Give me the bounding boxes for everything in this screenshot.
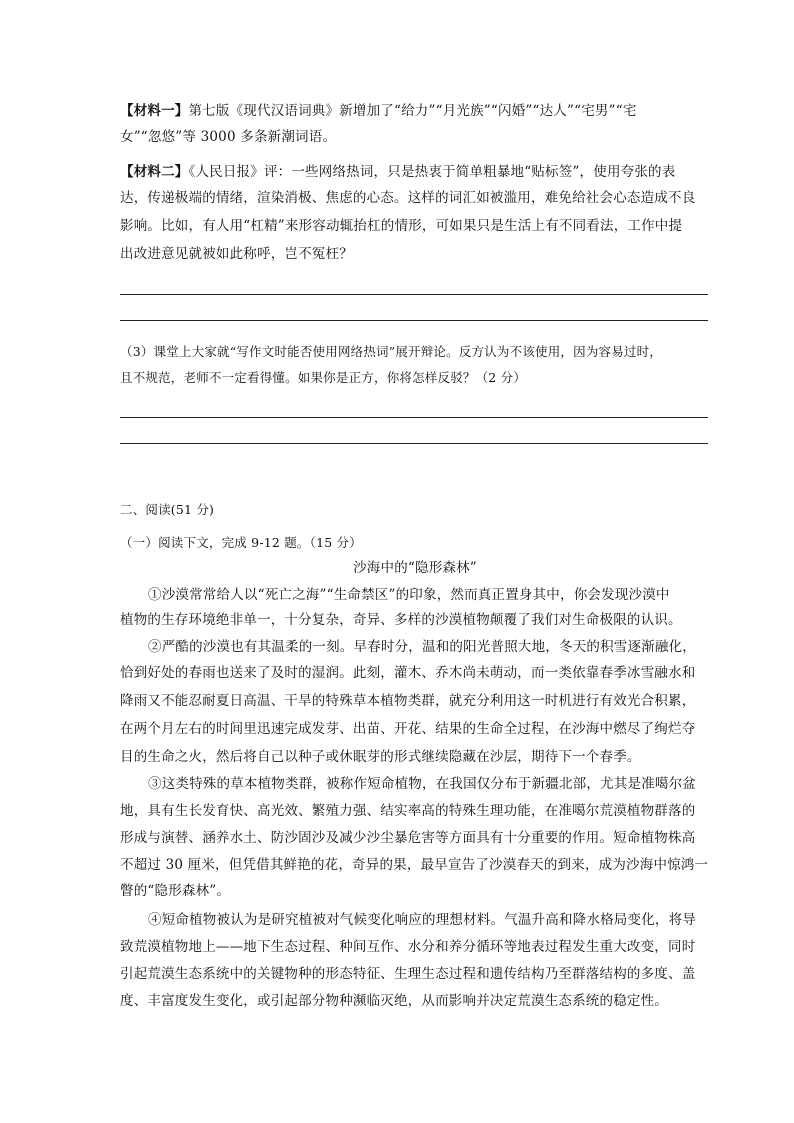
material1-label: 【材料一】	[120, 103, 189, 119]
paragraph-3-line: ③这类特殊的草本植物类群，被称作短命植物，在我国仅分布于新疆北部，尤其是准噶尔盆	[148, 776, 696, 792]
paragraph-2-line: 恰到好处的春雨也送来了及时的湿润。此刻，灌木、乔木尚未萌动，而一类依靠春季冰雪融水和	[120, 665, 696, 681]
material2-line4: 出改进意见就被如此称呼，岂不冤枉？	[120, 246, 353, 262]
article-title: 沙海中的“隐形森林”	[353, 560, 477, 576]
answer-line[interactable]	[120, 320, 708, 321]
paragraph-2-line: 在两个月左右的时间里迅速完成发芽、出苗、开花、结果的生命全过程，在沙海中燃尽了绚烂夺	[120, 721, 696, 737]
question3-line1: （3）课堂上大家就“写作文时能否使用网络热词”展开辩论。反方认为不该使用，因为容易过时，	[120, 344, 663, 359]
question3-line2: 且不规范，老师不一定看得懂。如果你是正方，你将怎样反驳？（2 分）	[120, 370, 527, 385]
material2-label: 【材料二】	[120, 164, 189, 180]
paragraph-1-line: ①沙漠常常给人以“死亡之海”“生命禁区”的印象，然而真正置身其中，你会发现沙漠中	[148, 587, 670, 603]
material2-line3: 影响。比如，有人用“杠精”来形容动辄抬杠的情形，可如果只是生活上有不同看法，工作中提	[120, 218, 683, 234]
paragraph-3-line: 地，具有生长发育快、高光效、繁殖力强、结实率高的特殊生理功能，在准噶尔荒漠植物群落的	[120, 803, 696, 819]
paragraph-3-line: 不超过 30 厘米，但凭借其鲜艳的花，奇异的果，最早宣告了沙漠春天的到来，成为沙海中惊鸿一	[120, 857, 709, 873]
paragraph-4-line: ④短命植物被认为是研究植被对气候变化响应的理想材料。气温升高和降水格局变化，将导	[148, 912, 696, 928]
material1-line2: 女”“忽悠”等 3000 多条新潮词语。	[120, 129, 337, 145]
material2-line1: 【材料二】《人民日报》评：一些网络热词，只是热衷于简单粗暴地“贴标签”，使用夸张的表	[120, 164, 676, 180]
answer-line[interactable]	[120, 294, 708, 295]
paragraph-3-line: 瞥的“隐形森林”。	[120, 883, 231, 899]
answer-line[interactable]	[120, 417, 708, 418]
paragraph-4-line: 致荒漠植物地上——地下生态过程、种间互作、水分和养分循环等地表过程发生重大改变，同时	[120, 939, 696, 955]
paragraph-2-line: 目的生命之火，然后将自己以种子或休眠芽的形式继续隐藏在沙层，期待下一个春季。	[120, 749, 641, 765]
paragraph-3-line: 形成与演替、涵养水土、防沙固沙及减少沙尘暴危害等方面具有十分重要的作用。短命植物株高	[120, 830, 696, 846]
section-heading: 二、阅读(51 分)	[120, 502, 215, 517]
paragraph-2-line: 降雨又不能忍耐夏日高温、干旱的特殊草本植物类群，就充分利用这一时机进行有效光合积累，	[120, 693, 696, 709]
material1-line1: 【材料一】第七版《现代汉语词典》新增加了“给力”“月光族”“闪婚”“达人”“宅男”“宅	[120, 103, 637, 119]
paragraph-4-line: 引起荒漠生态系统中的关键物种的形态特征、生理生态过程和遗传结构乃至群落结构的多度、盖	[120, 966, 696, 982]
paragraph-1-line: 植物的生存环境绝非单一，十分复杂，奇异、多样的沙漠植物颠覆了我们对生命极限的认识。	[120, 612, 682, 628]
material2-line2: 达，传递极端的情绪，渲染消极、焦虑的心态。这样的词汇如被滥用，难免给社会心态造成不良	[120, 190, 696, 206]
paragraph-4-line: 度、丰富度发生变化，或引起部分物种濒临灭绝，从而影响并决定荒漠生态系统的稳定性。	[120, 993, 668, 1009]
answer-line[interactable]	[120, 443, 708, 444]
paragraph-2-line: ②严酷的沙漠也有其温柔的一刻。早春时分，温和的阳光普照大地，冬天的积雪逐渐融化，	[148, 639, 696, 655]
sub-section-heading: （一）阅读下文，完成 9-12 题。（15 分）	[120, 535, 362, 550]
